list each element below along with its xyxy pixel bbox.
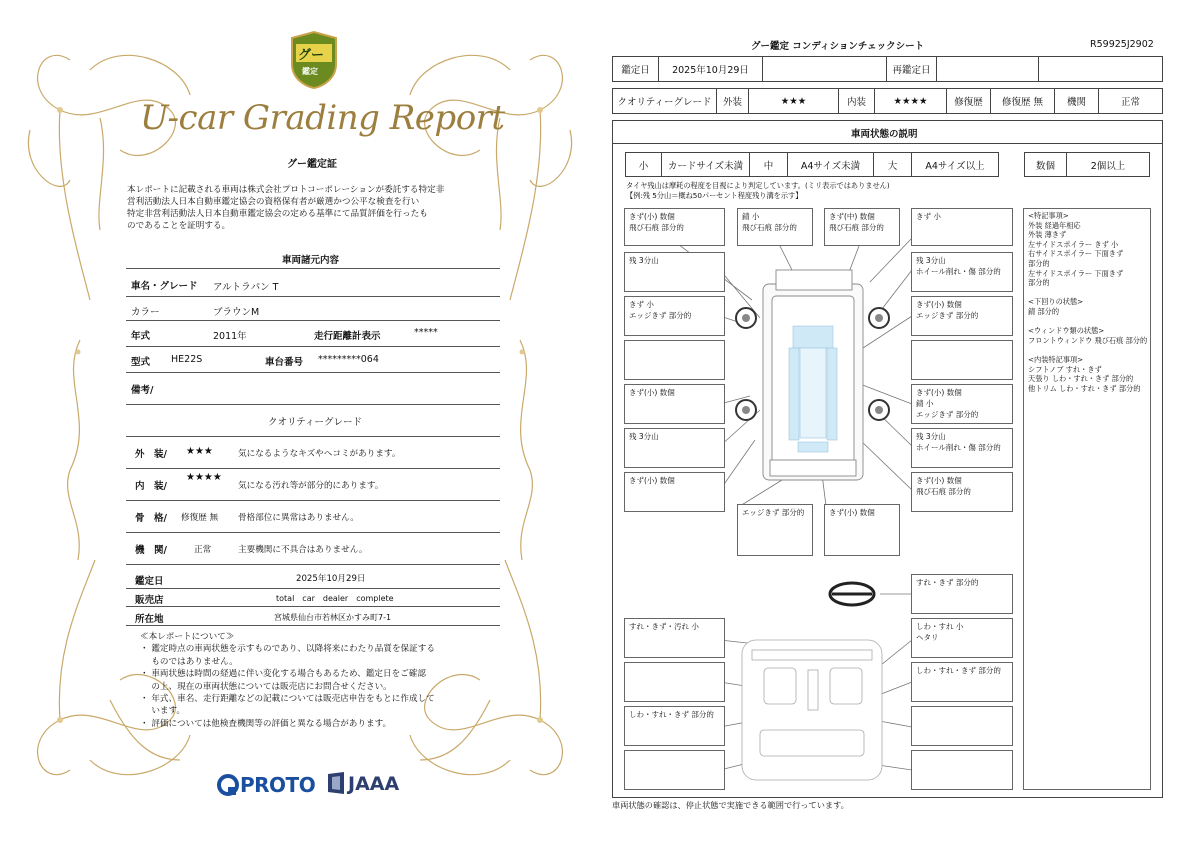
damage-box-right-quarter: きず(小) 数個 飛び石痕 部分的 bbox=[911, 472, 1013, 512]
divider bbox=[126, 606, 500, 607]
emblem-text: グー bbox=[298, 48, 325, 63]
interior-box-bottom-left bbox=[624, 750, 725, 790]
interior-desc: 気になる汚れ等が部分的にあります。 bbox=[238, 481, 384, 491]
divider bbox=[126, 320, 500, 321]
shop-value: total car dealer complete bbox=[276, 594, 394, 603]
report-script-title: U-car Grading Report bbox=[140, 98, 505, 138]
sheet-title: グー鑑定 コンディションチェックシート bbox=[751, 41, 925, 52]
interior-stars: ★★★★ bbox=[186, 472, 222, 483]
damage-box-left-rear-door: きず(小) 数個 bbox=[624, 384, 725, 424]
damage-box-front-left-bumper: きず(小) 数個 飛び石痕 部分的 bbox=[624, 208, 725, 246]
size-legend bbox=[625, 152, 999, 177]
date-blank bbox=[763, 57, 887, 81]
date-label: 鑑定日 bbox=[613, 57, 659, 81]
redate-value bbox=[937, 57, 1039, 81]
grade-row bbox=[612, 88, 1163, 114]
tire-note-1: タイヤ残山は摩耗の程度を目視により判定しています。(ミリ表示ではありません) bbox=[626, 181, 890, 190]
divider bbox=[126, 372, 500, 373]
frame-label: 骨 格/ bbox=[135, 513, 167, 524]
count-legend bbox=[1024, 152, 1150, 177]
int-label: 内装 bbox=[839, 89, 875, 113]
address-value: 宮城県仙台市若林区かすみ町7-1 bbox=[274, 613, 392, 622]
divider bbox=[126, 500, 500, 501]
damage-box-left-quarter: きず(小) 数個 bbox=[624, 472, 725, 512]
sheet-id: R59925J2902 bbox=[1090, 39, 1154, 50]
size-mid-desc: A4サイズ未満 bbox=[788, 153, 874, 176]
exterior-desc: 気になるようなキズやヘコミがあります。 bbox=[238, 449, 401, 459]
address-label: 所在地 bbox=[135, 614, 164, 625]
count-value: 2個以上 bbox=[1090, 160, 1126, 172]
model-label: 型式 bbox=[131, 357, 151, 368]
tire-box-front-right: 残 3分山 ホイール削れ・傷 部分的 bbox=[911, 252, 1013, 292]
divider bbox=[126, 588, 500, 589]
interior-box-rear-right bbox=[911, 706, 1013, 746]
redate-label: 再鑑定日 bbox=[887, 57, 937, 81]
repair-label: 修復歴 bbox=[947, 89, 991, 113]
size-large: 大 bbox=[874, 153, 912, 176]
frame-desc: 骨格部位に異常はありません。 bbox=[238, 513, 359, 523]
tire-box-rear-right: 残 3分山 ホイール削れ・傷 部分的 bbox=[911, 428, 1013, 468]
exterior-label: 外 装/ bbox=[135, 449, 167, 460]
damage-box-right-rear-door: きず(小) 数個 錆 小 エッジきず 部分的 bbox=[911, 384, 1013, 424]
int-stars: ★★★★ bbox=[875, 89, 947, 113]
color-label: カラー bbox=[131, 307, 160, 318]
interior-label: 内 装/ bbox=[135, 481, 167, 492]
damage-box-front-bumper: 錆 小 飛び石痕 部分的 bbox=[737, 208, 813, 246]
date-row bbox=[612, 56, 1163, 82]
damage-box-left-fender: きず 小 エッジきず 部分的 bbox=[624, 296, 725, 336]
ext-stars: ★★★ bbox=[749, 89, 839, 113]
tire-note-2: 【例:残 5分山＝概ね50パーセント程度残り溝を示す】 bbox=[626, 191, 803, 200]
size-large-desc: A4サイズ以上 bbox=[925, 160, 985, 172]
size-small: 小 bbox=[626, 153, 662, 176]
count-label: 数個 bbox=[1025, 153, 1067, 176]
exterior-stars: ★★★ bbox=[186, 446, 213, 457]
ext-label: 外装 bbox=[717, 89, 749, 113]
car-name-value: アルトラパン T bbox=[213, 282, 279, 293]
engine-label: 機 関/ bbox=[135, 545, 167, 556]
date-label: 鑑定日 bbox=[135, 576, 164, 587]
grade-label: クオリティーグレード bbox=[613, 89, 717, 113]
interior-box-steering: すれ・きず 部分的 bbox=[911, 574, 1013, 614]
jaaa-logo-text: JAAA bbox=[348, 773, 400, 795]
damage-box-hood: きず(中) 数個 飛び石痕 部分的 bbox=[824, 208, 900, 246]
tire-box-front-left: 残 3分山 bbox=[624, 252, 725, 292]
size-small-desc: カードサイズ未満 bbox=[662, 153, 750, 176]
color-value: ブラウンM bbox=[213, 307, 260, 318]
special-notes: <特記事項> 外装 経過年相応 外装 薄きず 左サイドスポイラー きず 小 右サイドスポイラー 下面きず 部分的 左サイドスポイラー 下面きず 部分的 <下回りの状態> 錆 部分的 <ウィンドウ類の状態> フロントウィンドウ 飛び石痕 部分的 <内装特記事項> シフトノブ すれ・きず 天張り しわ・すれ・きず 部分的 他トリム しわ・すれ・きず 部分的 bbox=[1023, 208, 1151, 790]
interior-box-bottom-right bbox=[911, 750, 1013, 790]
divider bbox=[612, 143, 1163, 144]
shop-label: 販売店 bbox=[135, 595, 164, 606]
year-label: 年式 bbox=[131, 331, 151, 342]
cert-title: グー鑑定証 bbox=[287, 159, 337, 170]
size-mid: 中 bbox=[750, 153, 788, 176]
interior-box-rear-left: しわ・すれ・きず 部分的 bbox=[624, 706, 725, 746]
mileage-value: ***** bbox=[414, 327, 438, 338]
condition-check-sheet bbox=[600, 0, 1200, 848]
interior-box-front-right: しわ・すれ 小 ヘタリ bbox=[911, 618, 1013, 658]
engine-value: 正常 bbox=[1120, 97, 1140, 108]
model-value: HE22S bbox=[171, 354, 203, 365]
repair-value: 修復歴 無 bbox=[991, 89, 1055, 113]
intro-text: 本レポートに記載される車両は株式会社プロトコーポレーションが委託する特定非 営利活動法人日本自動車鑑定協会の資格保有者が厳選かつ公平な検査を行い 特定非営利活動法人日本自動車鑑定協会の定める基準にて品質評価を行ったも のであることを証明する。 bbox=[127, 185, 445, 231]
footer-note: 車両状態の確認は、停止状態で実施できる範囲で行っています。 bbox=[612, 800, 849, 810]
interior-box-front-left: すれ・きず・汚れ 小 bbox=[624, 618, 725, 658]
condition-title: 車両状態の説明 bbox=[851, 129, 918, 140]
damage-box-back-door: きず(小) 数個 bbox=[824, 504, 900, 556]
date-value: 2025年10月29日 bbox=[659, 57, 763, 81]
damage-box-rear-bumper: エッジきず 部分的 bbox=[737, 504, 813, 556]
divider bbox=[126, 532, 500, 533]
jaaa-logo-icon bbox=[326, 770, 346, 796]
engine-desc: 主要機関に不具合はありません。 bbox=[238, 545, 368, 555]
emblem-sub: 鑑定 bbox=[302, 67, 318, 76]
divider bbox=[126, 346, 500, 347]
proto-logo-text: PROTO bbox=[240, 773, 316, 797]
divider bbox=[126, 436, 500, 437]
divider bbox=[126, 468, 500, 469]
damage-box-left-door bbox=[624, 340, 725, 380]
engine-label: 機関 bbox=[1055, 89, 1099, 113]
spec-title: 車両諸元内容 bbox=[282, 255, 340, 266]
damage-box-right-fender: きず(小) 数個 エッジきず 部分的 bbox=[911, 296, 1013, 336]
engine-value: 正常 bbox=[194, 545, 212, 555]
divider bbox=[126, 404, 500, 405]
frame-value: 修復歴 無 bbox=[181, 513, 219, 523]
chassis-value: *********064 bbox=[318, 354, 379, 365]
interior-box-mid-left bbox=[624, 662, 725, 702]
year-value: 2011年 bbox=[213, 331, 247, 342]
date-value: 2025年10月29日 bbox=[296, 574, 366, 584]
damage-box-right-door bbox=[911, 340, 1013, 380]
tire-box-rear-left: 残 3分山 bbox=[624, 428, 725, 468]
damage-box-front-right: きず 小 bbox=[911, 208, 1013, 246]
chassis-label: 車台番号 bbox=[265, 357, 304, 368]
grade-title: クオリティーグレード bbox=[268, 417, 363, 428]
divider bbox=[126, 625, 500, 626]
redate-blank bbox=[1039, 57, 1162, 81]
divider bbox=[126, 296, 500, 297]
about-section: ≪本レポートについて≫ ・ 鑑定時点の車両状態を示すものであり、以降将来にわたり品質を保証する ものではありません。 ・ 車両状態は時間の経過に伴い変化する場合もあるため、鑑定日をご確認 の上、現在の車両状態については販売店にお問合せください。 ・ 年式、車名、走行距離などの記載については販売店申告をもとに作成して います。 ・ 評価については他検査機関等の評価と異なる場合があります。 bbox=[140, 631, 500, 730]
car-name-label: 車名・グレード bbox=[131, 281, 198, 292]
notes-label: 備考/ bbox=[131, 385, 154, 396]
interior-box-mid-right: しわ・すれ・きず 部分的 bbox=[911, 662, 1013, 702]
divider bbox=[126, 564, 500, 565]
about-title: ≪本レポートについて≫ bbox=[140, 632, 235, 642]
divider bbox=[126, 268, 500, 269]
proto-logo-icon bbox=[216, 773, 240, 797]
mileage-label: 走行距離計表示 bbox=[314, 331, 381, 342]
